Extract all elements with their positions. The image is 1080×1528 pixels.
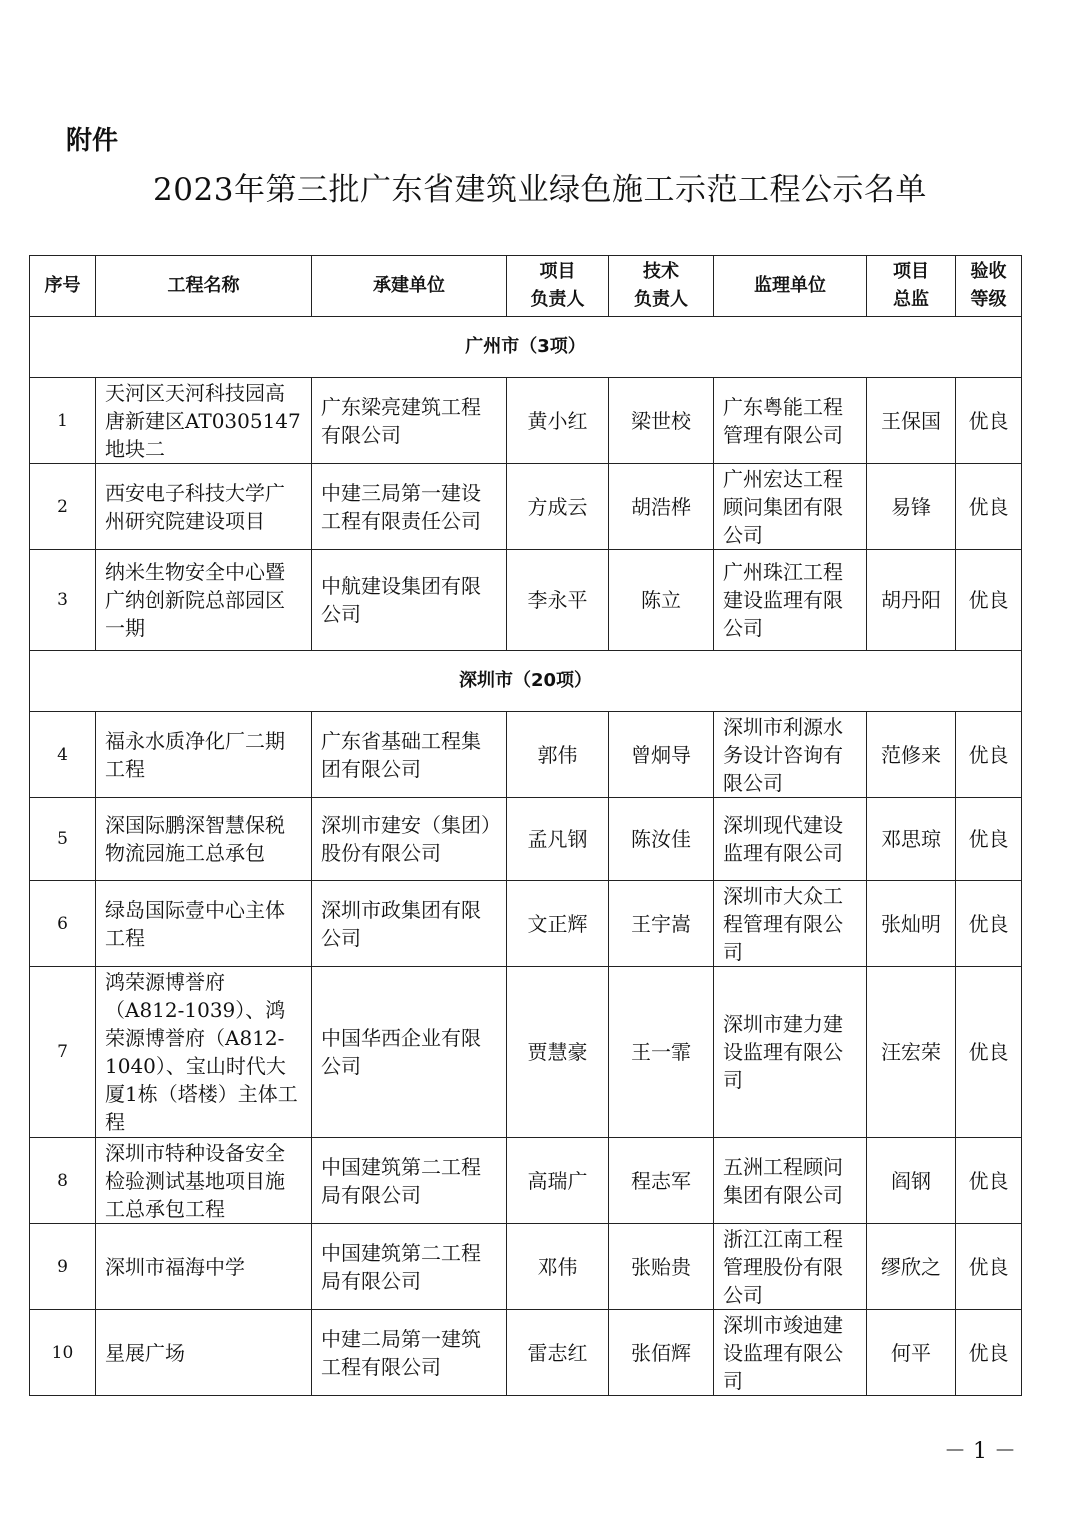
table-row [30, 712, 1022, 798]
chief-supervisor-cell: 阎钢 [867, 1138, 956, 1224]
attachment-label: 附件 [66, 126, 119, 156]
chief-supervisor-cell: 邓思琼 [867, 798, 956, 881]
row-no-cell: 9 [30, 1224, 96, 1310]
technical-lead-cell: 程志军 [609, 1138, 714, 1224]
row-no-cell: 6 [30, 881, 96, 967]
supervisor-cell: 深圳现代建设监理有限公司 [714, 798, 867, 881]
contractor-cell: 中国建筑第二工程局有限公司 [312, 1224, 507, 1310]
row-no-cell: 4 [30, 712, 96, 798]
grade-cell: 优良 [956, 550, 1022, 651]
table-row [30, 1224, 1022, 1310]
supervisor-cell: 深圳市大众工程管理有限公司 [714, 881, 867, 967]
project-name-cell: 天河区天河科技园高唐新建区AT0305147地块二 [96, 378, 312, 464]
chief-supervisor-cell: 易锋 [867, 464, 956, 550]
project-manager-cell: 贾慧豪 [507, 967, 609, 1138]
chief-supervisor-cell: 缪欣之 [867, 1224, 956, 1310]
header-contractor: 承建单位 [312, 256, 507, 317]
contractor-cell: 深圳市政集团有限公司 [312, 881, 507, 967]
table-header-row [30, 256, 1022, 317]
row-no-cell: 2 [30, 464, 96, 550]
grade-cell: 优良 [956, 712, 1022, 798]
technical-lead-cell: 梁世校 [609, 378, 714, 464]
project-name-cell: 深国际鹏深智慧保税物流园施工总承包 [96, 798, 312, 881]
project-manager-cell: 文正辉 [507, 881, 609, 967]
technical-lead-cell: 张佰辉 [609, 1310, 714, 1396]
contractor-cell: 广东省基础工程集团有限公司 [312, 712, 507, 798]
row-no-cell: 10 [30, 1310, 96, 1396]
project-manager-cell: 黄小红 [507, 378, 609, 464]
project-name-cell: 鸿荣源博誉府（A812-1039）、鸿荣源博誉府（A812-1040）、宝山时代大厦1栋（塔楼）主体工程 [96, 967, 312, 1138]
contractor-cell: 中国建筑第二工程局有限公司 [312, 1138, 507, 1224]
table-row [30, 967, 1022, 1138]
supervisor-cell: 广州珠江工程建设监理有限公司 [714, 550, 867, 651]
row-no-cell: 1 [30, 378, 96, 464]
technical-lead-cell: 王宇嵩 [609, 881, 714, 967]
project-manager-cell: 李永平 [507, 550, 609, 651]
table-row [30, 1310, 1022, 1396]
chief-supervisor-cell: 汪宏荣 [867, 967, 956, 1138]
row-no-cell: 8 [30, 1138, 96, 1224]
contractor-cell: 中国华西企业有限公司 [312, 967, 507, 1138]
project-manager-cell: 邓伟 [507, 1224, 609, 1310]
chief-supervisor-cell: 张灿明 [867, 881, 956, 967]
technical-lead-cell: 王一霏 [609, 967, 714, 1138]
grade-cell: 优良 [956, 798, 1022, 881]
contractor-cell: 深圳市建安（集团）股份有限公司 [312, 798, 507, 881]
grade-cell: 优良 [956, 1224, 1022, 1310]
group-label: 深圳市（20项） [30, 651, 1022, 712]
project-name-cell: 西安电子科技大学广州研究院建设项目 [96, 464, 312, 550]
project-manager-cell: 郭伟 [507, 712, 609, 798]
chief-supervisor-cell: 范修来 [867, 712, 956, 798]
header-supervisor: 监理单位 [714, 256, 867, 317]
contractor-cell: 中航建设集团有限公司 [312, 550, 507, 651]
project-name-cell: 纳米生物安全中心暨广纳创新院总部园区一期 [96, 550, 312, 651]
chief-supervisor-cell: 胡丹阳 [867, 550, 956, 651]
technical-lead-cell: 陈立 [609, 550, 714, 651]
project-name-cell: 深圳市特种设备安全检验测试基地项目施工总承包工程 [96, 1138, 312, 1224]
header-project-name: 工程名称 [96, 256, 312, 317]
page-title: 2023年第三批广东省建筑业绿色施工示范工程公示名单 [153, 172, 927, 208]
supervisor-cell: 深圳市建力建设监理有限公司 [714, 967, 867, 1138]
project-table [29, 255, 1022, 1396]
grade-cell: 优良 [956, 1310, 1022, 1396]
chief-supervisor-cell: 王保国 [867, 378, 956, 464]
technical-lead-cell: 曾炯导 [609, 712, 714, 798]
supervisor-cell: 五洲工程顾问集团有限公司 [714, 1138, 867, 1224]
group-row [30, 651, 1022, 712]
table-row [30, 378, 1022, 464]
row-no-cell: 7 [30, 967, 96, 1138]
table-row [30, 464, 1022, 550]
supervisor-cell: 深圳市利源水务设计咨询有限公司 [714, 712, 867, 798]
table-row [30, 798, 1022, 881]
grade-cell: 优良 [956, 881, 1022, 967]
project-manager-cell: 孟凡钢 [507, 798, 609, 881]
project-manager-cell: 方成云 [507, 464, 609, 550]
supervisor-cell: 浙江江南工程管理股份有限公司 [714, 1224, 867, 1310]
header-grade: 验收 等级 [956, 256, 1022, 317]
row-no-cell: 3 [30, 550, 96, 651]
table-row [30, 881, 1022, 967]
technical-lead-cell: 陈汝佳 [609, 798, 714, 881]
project-name-cell: 星展广场 [96, 1310, 312, 1396]
technical-lead-cell: 张贻贵 [609, 1224, 714, 1310]
grade-cell: 优良 [956, 378, 1022, 464]
header-project-manager: 项目 负责人 [507, 256, 609, 317]
table-row [30, 550, 1022, 651]
grade-cell: 优良 [956, 967, 1022, 1138]
supervisor-cell: 广东粤能工程管理有限公司 [714, 378, 867, 464]
chief-supervisor-cell: 何平 [867, 1310, 956, 1396]
grade-cell: 优良 [956, 464, 1022, 550]
header-no: 序号 [30, 256, 96, 317]
project-manager-cell: 雷志红 [507, 1310, 609, 1396]
header-chief-supervisor: 项目 总监 [867, 256, 956, 317]
technical-lead-cell: 胡浩桦 [609, 464, 714, 550]
table-row [30, 1138, 1022, 1224]
contractor-cell: 广东梁亮建筑工程有限公司 [312, 378, 507, 464]
project-name-cell: 绿岛国际壹中心主体工程 [96, 881, 312, 967]
page-number: － 1 － [944, 1439, 1016, 1464]
grade-cell: 优良 [956, 1138, 1022, 1224]
supervisor-cell: 深圳市竣迪建设监理有限公司 [714, 1310, 867, 1396]
row-no-cell: 5 [30, 798, 96, 881]
header-technical-lead: 技术 负责人 [609, 256, 714, 317]
contractor-cell: 中建二局第一建筑工程有限公司 [312, 1310, 507, 1396]
project-name-cell: 深圳市福海中学 [96, 1224, 312, 1310]
supervisor-cell: 广州宏达工程顾问集团有限公司 [714, 464, 867, 550]
contractor-cell: 中建三局第一建设工程有限责任公司 [312, 464, 507, 550]
project-manager-cell: 高瑞广 [507, 1138, 609, 1224]
group-label: 广州市（3项） [30, 317, 1022, 378]
project-name-cell: 福永水质净化厂二期工程 [96, 712, 312, 798]
group-row [30, 317, 1022, 378]
